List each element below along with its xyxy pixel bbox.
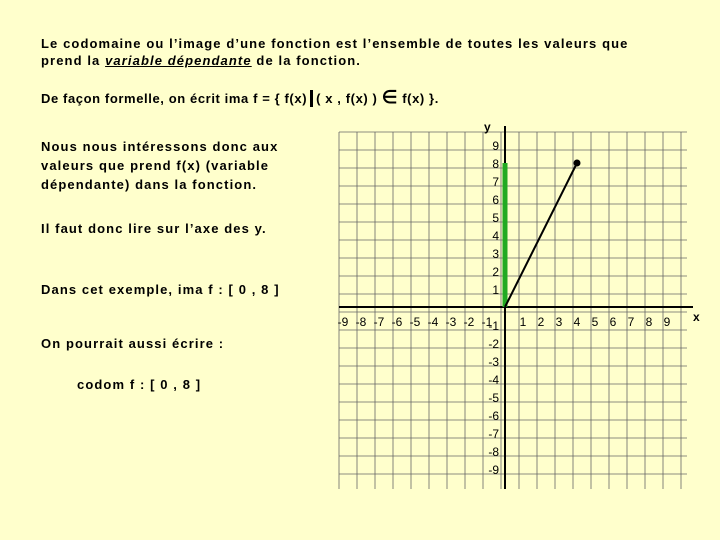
axes — [339, 126, 693, 489]
y-tick-label: -6 — [488, 409, 499, 423]
x-tick-label: 5 — [591, 315, 599, 329]
x-tick-label: -8 — [355, 315, 367, 329]
x-tick-label: 6 — [609, 315, 617, 329]
y-tick-label: -9 — [488, 463, 499, 477]
x-tick-label: -2 — [463, 315, 475, 329]
x-tick-label: 1 — [519, 315, 527, 329]
intro-line-2-end: de la fonction. — [251, 53, 362, 68]
segment-endpoint — [574, 160, 581, 167]
y-tick-label: -7 — [488, 427, 499, 441]
x-tick-label: -5 — [409, 315, 421, 329]
x-tick-label: -3 — [445, 315, 457, 329]
y-tick-label: 4 — [492, 229, 499, 243]
explanation-paragraph: Nous nous intéressons donc aux valeurs que prend f(x) (variable dépendante) dans la fonction. — [41, 139, 279, 192]
x-tick-label: -4 — [427, 315, 439, 329]
x-axis-label: x — [693, 310, 700, 324]
alternative-note: On pourrait aussi écrire : — [41, 336, 225, 351]
x-tick-label: -6 — [391, 315, 403, 329]
example-range: Dans cet exemple, ima f : [ 0 , 8 ] — [41, 282, 280, 297]
y-tick-label: -4 — [488, 373, 499, 387]
grid — [339, 132, 687, 489]
y-tick-label: -1 — [488, 319, 499, 333]
y-axis-label: y — [484, 120, 491, 134]
read-y-axis-note: Il faut donc lire sur l’axe des y. — [41, 221, 267, 236]
y-tick-label: 9 — [492, 139, 499, 153]
y-tick-label: 1 — [492, 283, 499, 297]
dependent-variable-term: variable dépendante — [105, 53, 252, 68]
x-tick-label: -1 — [481, 315, 493, 329]
formal-part-1: De façon formelle, on écrit ima f = { f(x) — [41, 91, 308, 106]
intro-line-2-start: prend la — [41, 53, 106, 68]
formal-part-2: ( x , f(x) ) — [316, 91, 378, 106]
y-tick-label: 6 — [492, 193, 499, 207]
x-tick-label: 8 — [645, 315, 653, 329]
x-tick-label: -9 — [337, 315, 349, 329]
y-tick-label: -8 — [488, 445, 499, 459]
y-tick-label: 8 — [492, 157, 499, 171]
x-tick-label: 2 — [537, 315, 545, 329]
y-tick-label: 7 — [492, 175, 499, 189]
x-tick-label: -7 — [373, 315, 385, 329]
intro-line-1: Le codomaine ou l’image d’une fonction est l’ensemble de toutes les valeurs que — [41, 36, 629, 51]
function-segment — [505, 163, 577, 307]
x-tick-label: 7 — [627, 315, 635, 329]
x-tick-label: 3 — [555, 315, 563, 329]
codomain-example: codom f : [ 0 , 8 ] — [77, 377, 202, 392]
y-tick-label: -5 — [488, 391, 499, 405]
y-tick-label: 5 — [492, 211, 499, 225]
x-tick-label: 9 — [663, 315, 671, 329]
y-tick-label: -3 — [488, 355, 499, 369]
y-tick-label: 2 — [492, 265, 499, 279]
plot — [505, 160, 581, 308]
y-tick-label: -2 — [488, 337, 499, 351]
y-tick-label: 3 — [492, 247, 499, 261]
formal-part-3: f(x) }. — [402, 91, 439, 106]
x-tick-label: 4 — [573, 315, 581, 329]
element-of-symbol: ∈ — [381, 87, 398, 107]
